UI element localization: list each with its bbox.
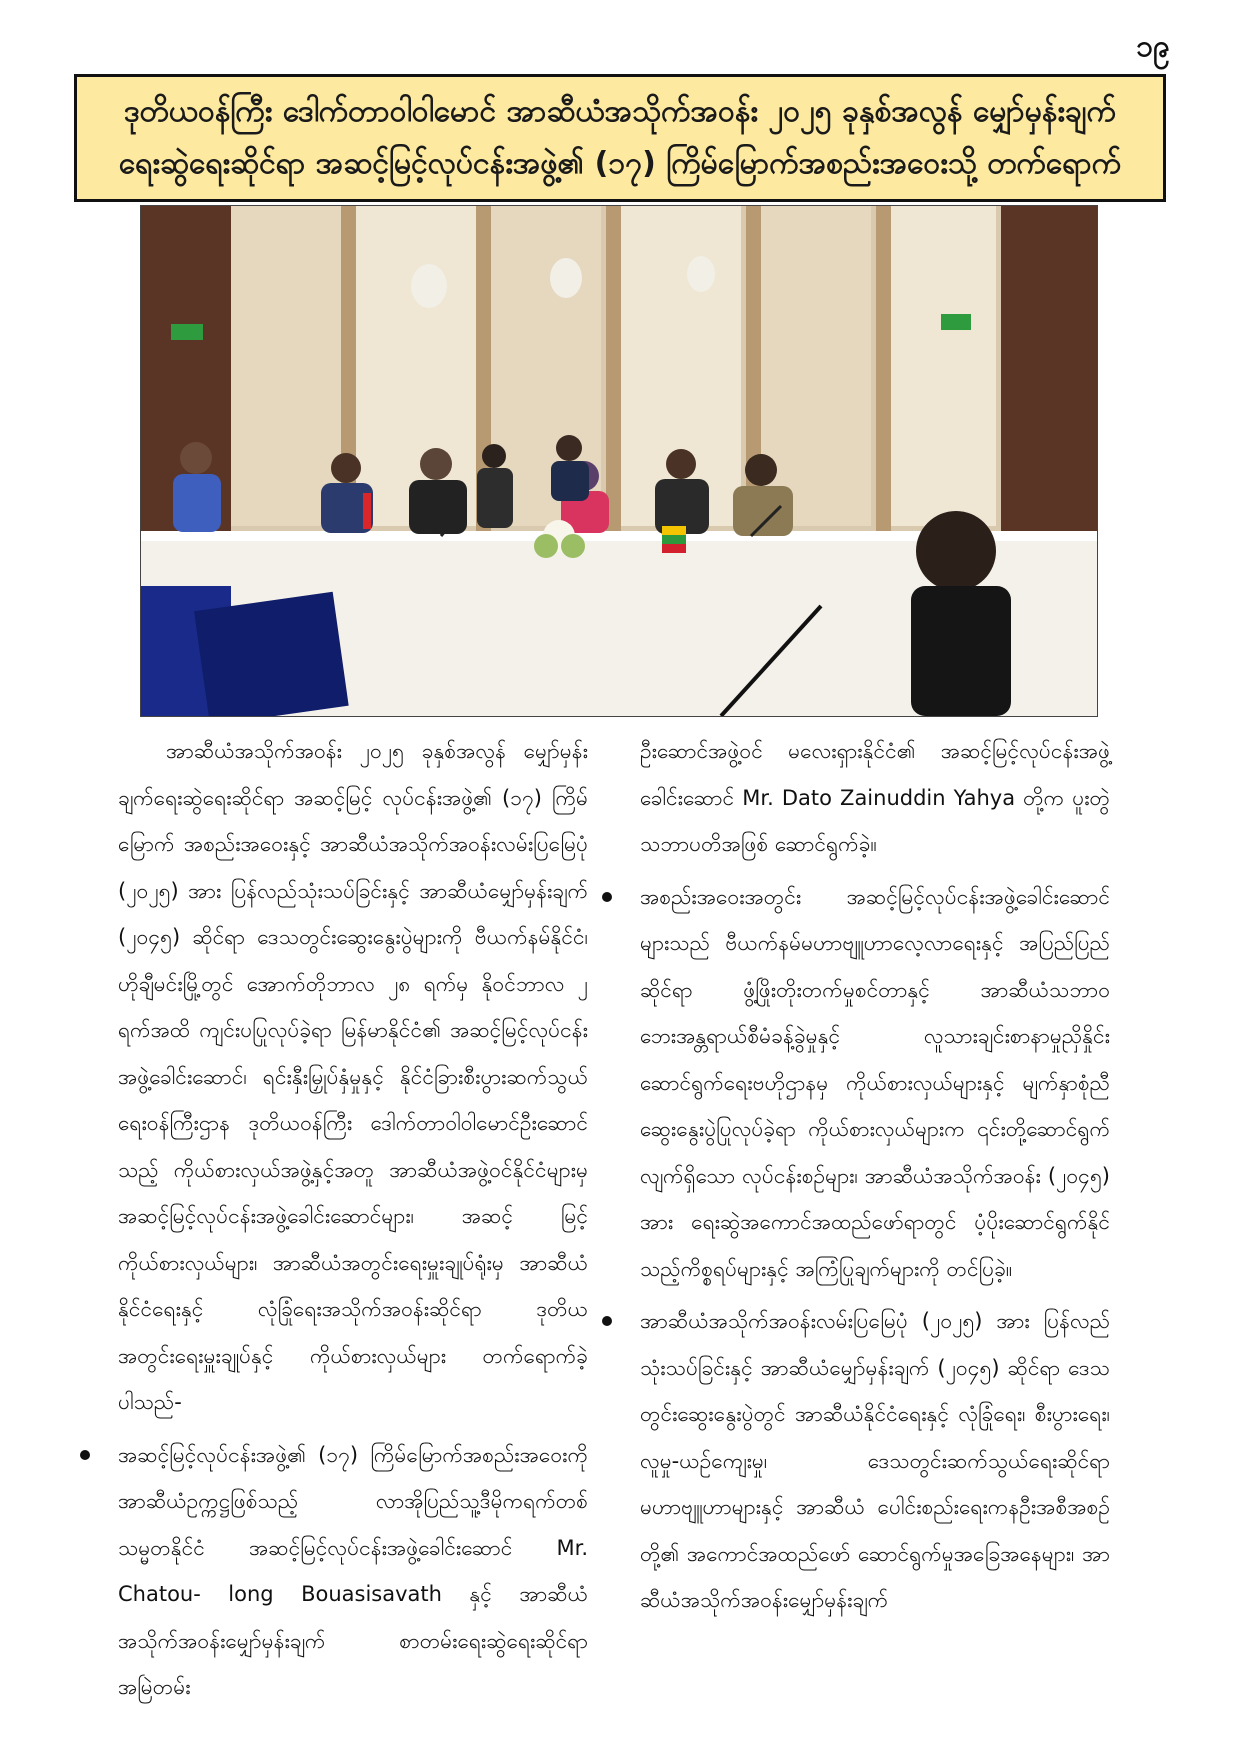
left-column [118, 728, 588, 1717]
page-number: ၁၉ [1136, 29, 1170, 64]
bullet-item-3 [640, 1298, 1110, 1624]
bullet-1-text-part1: အဆင့်မြင့်လုပ်ငန်းအဖွဲ့၏ (၁၇) ကြိမ်မြောက်အစည်းအဝေးကို အာဆီယံဥက္ကဋ္ဌဖြစ်သည့် လာအိုပြည်သူ့ဒီမိုကရက်တစ်သမ္မတနိုင်ငံ အဆင့်မြင့်လုပ်ငန်းအဖွဲ့ခေါင်းဆောင် Mr. Chatou- long Bouasisavath နှင့် အာဆီယံအသိုက်အဝန်းမျှော်မှန်းချက် စာတမ်းရေးဆွဲရေးဆိုင်ရာ အမြဲတမ်း [118, 1442, 588, 1699]
headline-line-1: ဒုတိယဝန်ကြီး ဒေါက်တာဝါဝါမောင် အာဆီယံအသိုက်အဝန်း ၂၀၂၅ ခုနှစ်အလွန် မျှော်မှန်းချက် [124, 94, 1116, 129]
bullet-1-text-part2: ဦးဆောင်အဖွဲ့ဝင် မလေးရှားနိုင်ငံ၏ အဆင့်မြင့်လုပ်ငန်းအဖွဲ့ခေါင်းဆောင် Mr. Dato Zainuddin Yahya တို့က ပူးတွဲသဘာပတိအဖြစ် ဆောင်ရွက်ခဲ့။ [640, 739, 1110, 856]
intro-paragraph: အာဆီယံအသိုက်အဝန်း ၂၀၂၅ ခုနှစ်အလွန် မျှော်မှန်းချက်ရေးဆွဲရေးဆိုင်ရာ အဆင့်မြင့် လုပ်ငန်းအဖွဲ့၏ (၁၇) ကြိမ်မြောက် အစည်းအဝေးနှင့် အာဆီယံအသိုက်အဝန်းလမ်းပြမြေပုံ (၂၀၂၅) အား ပြန်လည်သုံးသပ်ခြင်းနှင့် အာဆီယံမျှော်မှန်းချက် (၂၀၄၅) ဆိုင်ရာ ဒေသတွင်းဆွေးနွေးပွဲများကို ဗီယက်နမ်နိုင်ငံ၊ ဟိုချီမင်းမြို့တွင် အောက်တိုဘာလ ၂၈ ရက်မှ နိုဝင်ဘာလ ၂ ရက်အထိ ကျင်းပပြုလုပ်ခဲ့ရာ မြန်မာနိုင်ငံ၏ အဆင့်မြင့်လုပ်ငန်းအဖွဲ့ခေါင်းဆောင်၊ ရင်းနှီးမြှုပ်နှံမှုနှင့် နိုင်ငံခြားစီးပွားဆက်သွယ်ရေးဝန်ကြီးဌာန ဒုတိယဝန်ကြီး ဒေါက်တာဝါဝါမောင်ဦးဆောင်သည့် ကိုယ်စားလှယ်အဖွဲ့နှင့်အတူ အာဆီယံအဖွဲ့ဝင်နိုင်ငံများမှ အဆင့်မြင့်လုပ်ငန်းအဖွဲ့ခေါင်းဆောင်များ၊ အဆင့် မြင့်ကိုယ်စားလှယ်များ၊ အာဆီယံအတွင်းရေးမှူးချုပ်ရုံးမှ အာဆီယံနိုင်ငံရေးနှင့် လုံခြုံရေးအသိုက်အဝန်းဆိုင်ရာ ဒုတိယအတွင်းရေးမှူးချုပ်နှင့် ကိုယ်စားလှယ်များ တက်ရောက်ခဲ့ပါသည်- [118, 739, 588, 1414]
bullet-list-right [640, 874, 1110, 1624]
bullet-list-left [118, 1432, 588, 1711]
bullet-3-text: အာဆီယံအသိုက်အဝန်းလမ်းပြမြေပုံ (၂၀၂၅) အား ပြန်လည်သုံးသပ်ခြင်းနှင့် အာဆီယံမျှော်မှန်းချက် (၂၀၄၅) ဆိုင်ရာ ဒေသတွင်းဆွေးနွေးပွဲတွင် အာဆီယံနိုင်ငံရေးနှင့် လုံခြုံရေး၊ စီးပွားရေး၊ လူမှု-ယဉ်ကျေးမှု၊ ဒေသတွင်းဆက်သွယ်ရေးဆိုင်ရာ မဟာဗျူဟာများနှင့် အာဆီယံ ပေါင်းစည်းရေးကနဦးအစီအစဉ်တို့၏ အကောင်အထည်ဖော် ဆောင်ရွက်မှုအခြေအနေများ၊ အာဆီယံအသိုက်အဝန်းမျှော်မှန်းချက် [640, 1309, 1110, 1612]
headline-line-2: ရေးဆွဲရေးဆိုင်ရာ အဆင့်မြင့်လုပ်ငန်းအဖွဲ့၏ (၁၇) ကြိမ်မြောက်အစည်းအဝေးသို့ တက်ရောက် [118, 146, 1122, 181]
bullet-icon [602, 1316, 612, 1326]
meeting-photo [140, 205, 1098, 717]
bullet-item-2 [640, 874, 1110, 1293]
headline-box [74, 74, 1166, 202]
right-column [640, 728, 1110, 1630]
bullet-2-text: အစည်းအဝေးအတွင်း အဆင့်မြင့်လုပ်ငန်းအဖွဲ့ခေါင်းဆောင်များသည် ဗီယက်နမ်မဟာဗျူဟာလေ့လာရေးနှင့် အပြည်ပြည်ဆိုင်ရာ ဖွံ့ဖြိုးတိုးတက်မှုစင်တာနှင့် အာဆီယံသဘာဝဘေးအန္တရာယ်စီမံခန့်ခွဲမှုနှင့် လူသားချင်းစာနာမှုညှိနှိုင်းဆောင်ရွက်ရေးဗဟိုဌာနမှ ကိုယ်စားလှယ်များနှင့် မျက်နှာစုံညီဆွေးနွေးပွဲပြုလုပ်ခဲ့ရာ ကိုယ်စားလှယ်များက ၎င်းတို့ဆောင်ရွက်လျက်ရှိသော လုပ်ငန်းစဉ်များ၊ အာဆီယံအသိုက်အဝန်း (၂၀၄၅) အား ရေးဆွဲအကောင်အထည်ဖော်ရာတွင် ပံ့ပိုးဆောင်ရွက်နိုင်သည့်ကိစ္စရပ်များနှင့် အကြံပြုချက်များကို တင်ပြခဲ့။ [640, 884, 1110, 1281]
bullet-item-1 [118, 1432, 588, 1711]
bullet-icon [602, 892, 612, 902]
bullet-icon [80, 1450, 90, 1460]
